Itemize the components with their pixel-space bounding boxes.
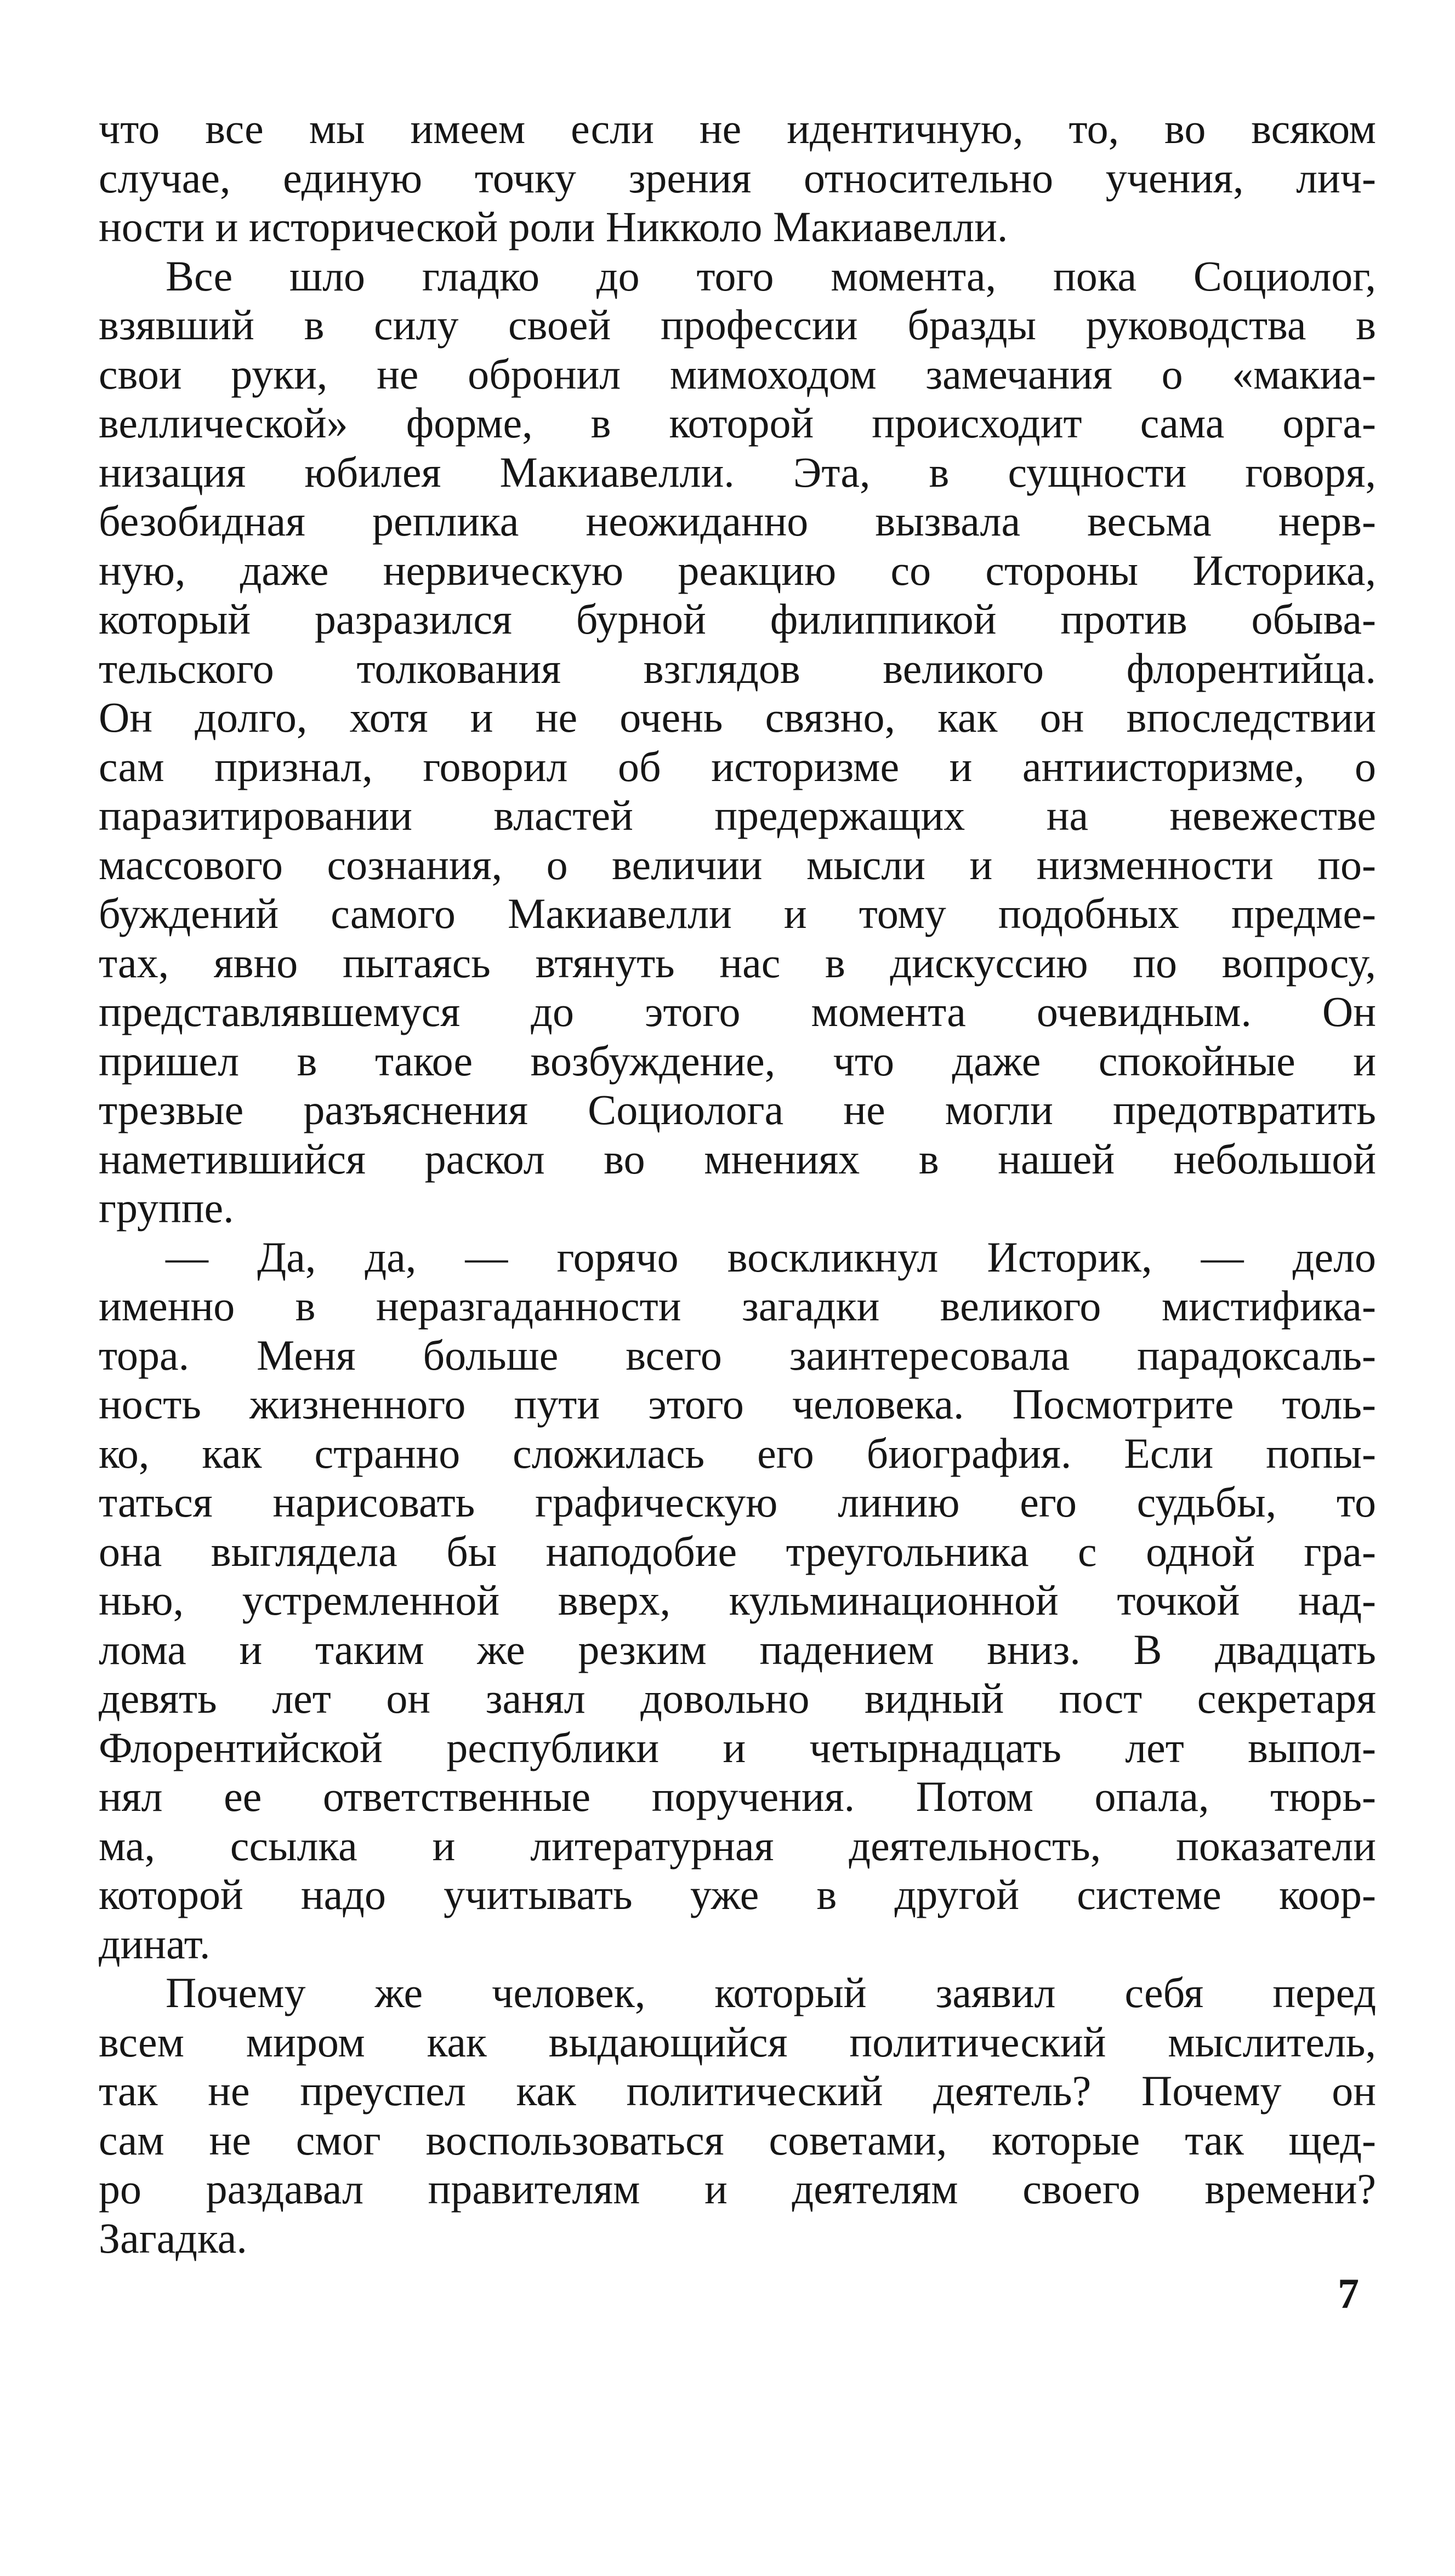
paragraph — [99, 1233, 1376, 1969]
text-line: именно в неразгаданности загадки великого мистифика- — [99, 1282, 1376, 1330]
text-line: веллической» форме, в которой происходит сама орга- — [99, 399, 1376, 447]
text-line: безобидная реплика неожиданно вызвала весьма нерв- — [99, 497, 1376, 545]
text-line: — Да, да, — горячо воскликнул Историк, — дело — [166, 1233, 1376, 1281]
text-line: так не преуспел как политический деятель? Почему он — [99, 2067, 1376, 2115]
text-line: ро раздавал правителям и деятелям своего времени? — [99, 2165, 1376, 2213]
paragraph — [99, 1968, 1376, 2262]
paragraph — [99, 104, 1376, 252]
text-line: тельского толкования взглядов великого флорентийца. — [99, 644, 1376, 692]
text-line: Флорентийской республики и четырнадцать лет выпол- — [99, 1723, 1376, 1771]
text-line: сам признал, говорил об историзме и антиисторизме, о — [99, 742, 1376, 790]
text-line: Загадка. — [99, 2214, 247, 2262]
text-line: трезвые разъяснения Социолога не могли предотвратить — [99, 1086, 1376, 1133]
text-line: случае, единую точку зрения относительно учения, лич- — [99, 153, 1376, 202]
text-line: низация юбилея Макиавелли. Эта, в сущности говоря, — [99, 448, 1376, 496]
text-line: таться нарисовать графическую линию его судьбы, то — [99, 1478, 1376, 1526]
text-line: тах, явно пытаясь втянуть нас в дискуссию по вопросу, — [99, 938, 1376, 987]
text-line: Он долго, хотя и не очень связно, как он впоследствии — [99, 693, 1376, 741]
text-line: ности и исторической роли Никколо Макиавелли. — [99, 203, 1008, 250]
text-line: взявший в силу своей профессии бразды руководства в — [99, 301, 1376, 349]
text-line: буждений самого Макиавелли и тому подобных предме- — [99, 890, 1376, 937]
text-line: нял ее ответственные поручения. Потом опала, тюрь- — [99, 1773, 1376, 1820]
text-line: который разразился бурной филиппикой против обыва- — [99, 595, 1376, 643]
text-line: паразитировании властей предержащих на невежестве — [99, 791, 1376, 839]
text-line: представлявшемуся до этого момента очевидным. Он — [99, 988, 1376, 1035]
text-line: она выглядела бы наподобие треугольника с одной гра- — [99, 1527, 1376, 1575]
paragraph — [99, 252, 1376, 1233]
text-line: тора. Меня больше всего заинтересовала парадоксаль- — [99, 1331, 1376, 1379]
text-line: ко, как странно сложилась его биография. Если попы- — [99, 1429, 1376, 1477]
text-line: ность жизненного пути этого человека. Посмотрите толь- — [99, 1380, 1376, 1428]
text-line: массового сознания, о величии мысли и низменности по- — [99, 840, 1376, 888]
text-line: наметившийся раскол во мнениях в нашей небольшой — [99, 1135, 1376, 1183]
text-line: свои руки, не обронил мимоходом замечания о «макиа- — [99, 350, 1376, 398]
text-line: ма, ссылка и литературная деятельность, показатели — [99, 1821, 1376, 1870]
text-line: ную, даже нервическую реакцию со стороны Историка, — [99, 546, 1376, 594]
text-line: девять лет он занял довольно видный пост секретаря — [99, 1674, 1376, 1722]
text-line: группе. — [99, 1184, 234, 1232]
page-body — [99, 104, 1376, 2262]
text-line: что все мы имеем если не идентичную, то, во всяком — [99, 105, 1376, 152]
page-number: 7 — [1338, 2270, 1359, 2317]
text-line: которой надо учитывать уже в другой системе коор- — [99, 1871, 1376, 1918]
text-line: динат. — [99, 1919, 211, 1968]
text-line: Все шло гладко до того момента, пока Социолог, — [166, 252, 1376, 300]
text-line: Почему же человек, который заявил себя перед — [166, 1969, 1376, 2016]
text-line: всем миром как выдающийся политический мыслитель, — [99, 2018, 1376, 2066]
text-line: лома и таким же резким падением вниз. В двадцать — [99, 1625, 1376, 1673]
text-line: нью, устремленной вверх, кульминационной точкой над- — [99, 1576, 1376, 1624]
text-line: сам не смог воспользоваться советами, которые так щед- — [99, 2116, 1376, 2164]
text-line: пришел в такое возбуждение, что даже спокойные и — [99, 1036, 1376, 1085]
